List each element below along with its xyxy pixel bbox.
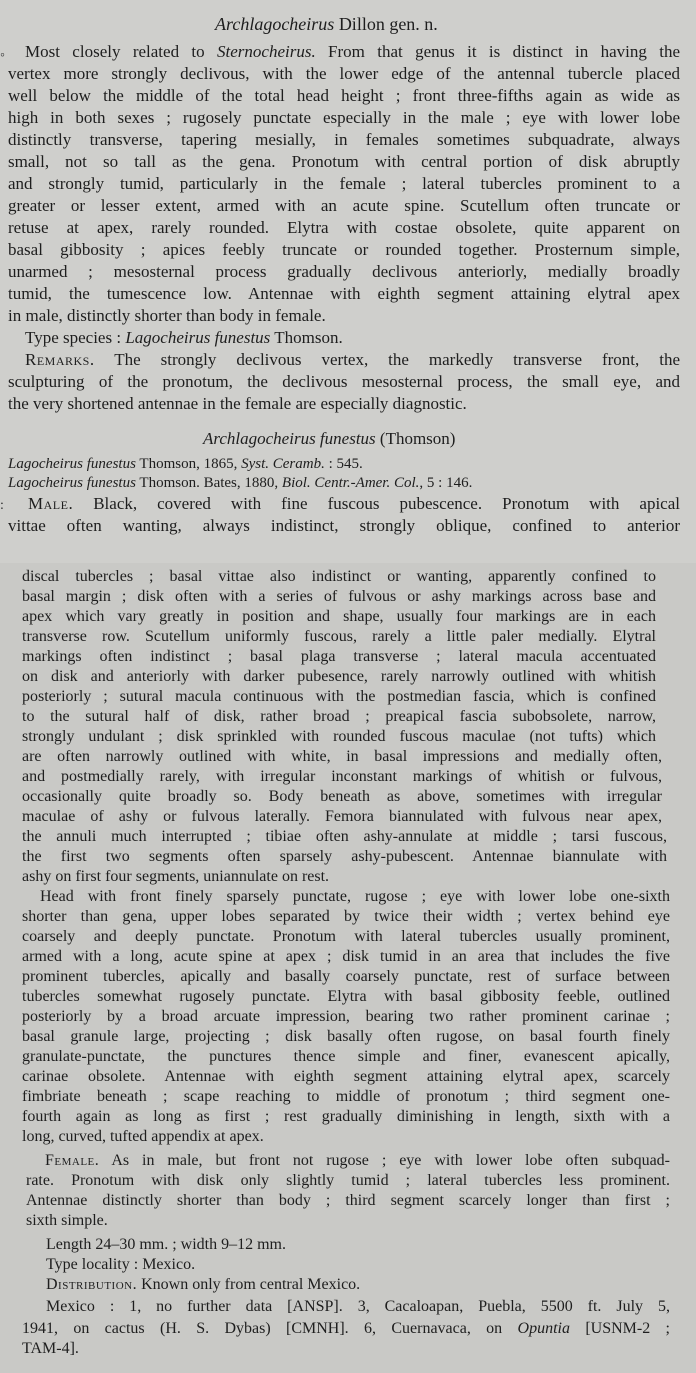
head-line: granulate-punctate, the punctures thence simple and finer, evanescent apically, <box>22 1048 670 1065</box>
margin-mark: ◦ <box>0 48 5 63</box>
desc-line: small, not so tall as the gena. Pronotum with central portion of disk abruptly <box>8 152 680 171</box>
desc-line: well below the middle of the total head height ; front three-fifths again as wide as <box>8 86 680 105</box>
desc-line: retuse at apex, rarely rounded. Elytra with costae obsolete, quite apparent on <box>8 218 680 237</box>
desc-line: and strongly tumid, particularly in the female ; lateral tubercles prominent to a <box>8 174 680 193</box>
lower-page <box>0 563 696 1373</box>
remarks-line: sculpturing of the pronotum, the declivous mesosternal process, the small eye, and <box>8 372 680 391</box>
head-line: Head with front finely sparsely punctate, rugose ; eye with lower lobe one-sixth <box>40 888 670 905</box>
desc-line: distinctly transverse, tapering mesially, in females sometimes subquadrate, always <box>8 130 680 149</box>
records-line: Mexico : 1, no further data [ANSP]. 3, Cacaloapan, Puebla, 5500 ft. July 5, <box>46 1298 670 1315</box>
desc-line: in male, distinctly shorter than body in female. <box>8 306 326 325</box>
male-cont-line: occasionally quite broadly so. Body beneath as above, sometimes with irregular <box>22 788 662 805</box>
head-line: long, curved, tufted appendix at apex. <box>22 1128 264 1145</box>
head-line: prominent tubercles, apically and basally coarsely punctate, rest of surface between <box>22 968 670 985</box>
synonym-line: Lagocheirus funestus Thomson. Bates, 1880, Biol. Centr.-Amer. Col., 5 : 146. <box>8 475 473 491</box>
desc-line: greater or lesser extent, armed with an acute spine. Scutellum often truncate or <box>8 196 680 215</box>
head-line: fourth again as long as first ; rest gradually diminishing in length, sixth with a <box>22 1108 670 1125</box>
species-name: Archlagocheirus funestus <box>203 429 376 448</box>
species-heading: Archlagocheirus funestus (Thomson) <box>203 429 456 448</box>
synonym-line: Lagocheirus funestus Thomson, 1865, Syst. Ceramb. : 545. <box>8 456 363 472</box>
remarks-line: the very shortened antennae in the female are especially diagnostic. <box>8 394 467 413</box>
male-cont-line: maculae of ashy or fulvous laterally. Femora biannulated with fulvous near apex, <box>22 808 662 825</box>
head-line: fimbriate beneath ; scape reaching to middle of pronotum ; third segment one- <box>22 1088 670 1105</box>
male-cont-line: on disk and anteriorly with darker pubesence, rarely narrowly outlined with whitish <box>22 668 656 685</box>
desc-line: vertex more strongly declivous, with the lower edge of the antennal tubercle placed <box>8 64 680 83</box>
head-line: basal granule large, projecting ; disk basally often rugose, on basal fourth finely <box>22 1028 670 1045</box>
male-cont-line: are often narrowly outlined with white, in basal impressions and medially often, <box>22 748 662 765</box>
head-line: carinae obsolete. Antennae with eighth segment attaining elytral apex, scarcely <box>22 1068 670 1085</box>
male-cont-line: discal tubercles ; basal vittae also indistinct or wanting, apparently confined to <box>22 568 656 585</box>
male-cont-line: basal margin ; disk often with a series of fulvous or ashy markings across base and <box>22 588 656 605</box>
desc-line: tumid, the tumescence low. Antennae with eighth segment attaining elytral apex <box>8 284 680 303</box>
desc-line: basal gibbosity ; apices feebly truncate or rounded together. Prosternum simple, <box>8 240 680 259</box>
desc-line: high in both sexes ; rugosely punctate especially in the male ; eye with lower lobe <box>8 108 680 127</box>
head-line: posteriorly by a broad arcuate impression, bearing two rather prominent carinae ; <box>22 1008 670 1025</box>
head-line: shorter than gena, upper lobes separated by twice their width ; vertex behind eye <box>22 908 670 925</box>
head-line: armed with a long, acute spine at apex ; disk tumid in an area that includes the five <box>22 948 670 965</box>
male-cont-line: and postmedially rarely, with irregular inconstant markings of whitish or fulvous, <box>22 768 662 785</box>
male-line: vittae often wanting, always indistinct, strongly oblique, confined to anterior <box>8 516 680 535</box>
male-cont-line: ashy on first four segments, uniannulate on rest. <box>22 868 330 885</box>
records-line: TAM-4]. <box>22 1340 79 1357</box>
male-cont-line: the first two segments often sparsely ashy-pubescent. Antennae biannulate with <box>22 848 667 865</box>
genus-heading <box>215 14 438 34</box>
female-line: Antennae distinctly shorter than body ; third segment scarcely longer than first ; <box>26 1192 670 1209</box>
female-line: rate. Pronotum with disk only slightly tumid ; lateral tubercles less prominent. <box>26 1172 670 1189</box>
male-label: Male. <box>28 494 74 513</box>
records-line: 1941, on cactus (H. S. Dybas) [CMNH]. 6, Cuernavaca, on Opuntia [USNM-2 ; <box>22 1320 670 1337</box>
male-cont-line: the annuli much interrupted ; tibiae often ashy-annulate at middle ; tarsi fuscous, <box>22 828 667 845</box>
male-cont-line: apex which vary greatly in position and shape, usually four markings are in each <box>22 608 656 625</box>
desc-line: Most closely related to Sternocheirus. From that genus it is distinct in having the <box>25 42 681 61</box>
remarks-line: Remarks. The strongly declivous vertex, the markedly transverse front, the <box>25 350 680 369</box>
male-cont-line: strongly undulant ; disk sprinkled with rounded fuscous maculae (not tufts) which <box>22 728 656 745</box>
head-line: tubercles somewhat rugosely punctate. Elytra with basal gibbosity feeble, outlined <box>22 988 670 1005</box>
type-species: Type species : Lagocheirus funestus Thomson. <box>25 328 343 347</box>
female-line: Female. As in male, but front not rugose ; eye with lower lobe often subquad- <box>45 1152 670 1169</box>
type-locality: Type locality : Mexico. <box>46 1256 196 1273</box>
female-label: Female. <box>45 1152 100 1169</box>
margin-mark: : <box>0 498 4 513</box>
male-cont-line: transverse row. Scutellum uniformly fuscous, rarely a little paler medially. Elytral <box>22 628 656 645</box>
upper-page <box>0 0 696 563</box>
distribution: Distribution. Known only from central Mexico. <box>46 1276 361 1293</box>
female-line: sixth simple. <box>26 1212 108 1229</box>
male-cont-line: posteriorly ; sutural macula continuous with the postmedian fascia, which is confined <box>22 688 656 705</box>
remarks-label: Remarks. <box>25 350 95 369</box>
male-cont-line: to the sutural half of disk, rather broad ; preapical fascia subobsolete, narrow, <box>22 708 656 725</box>
genus-name: Archlagocheirus <box>215 14 335 34</box>
length-line: Length 24–30 mm. ; width 9–12 mm. <box>46 1236 286 1253</box>
head-line: coarsely and deeply punctate. Pronotum with lateral tubercles usually prominent, <box>22 928 670 945</box>
desc-line: unarmed ; mesosternal process gradually declivous anteriorly, medially broadly <box>8 262 680 281</box>
male-line: Male. Black, covered with fine fuscous pubescence. Pronotum with apical <box>28 494 680 513</box>
distribution-label: Distribution. <box>46 1276 138 1293</box>
male-cont-line: markings often indistinct ; basal plaga transverse ; lateral macula accentuated <box>22 648 656 665</box>
genus-author: Dillon gen. n. <box>334 14 438 34</box>
